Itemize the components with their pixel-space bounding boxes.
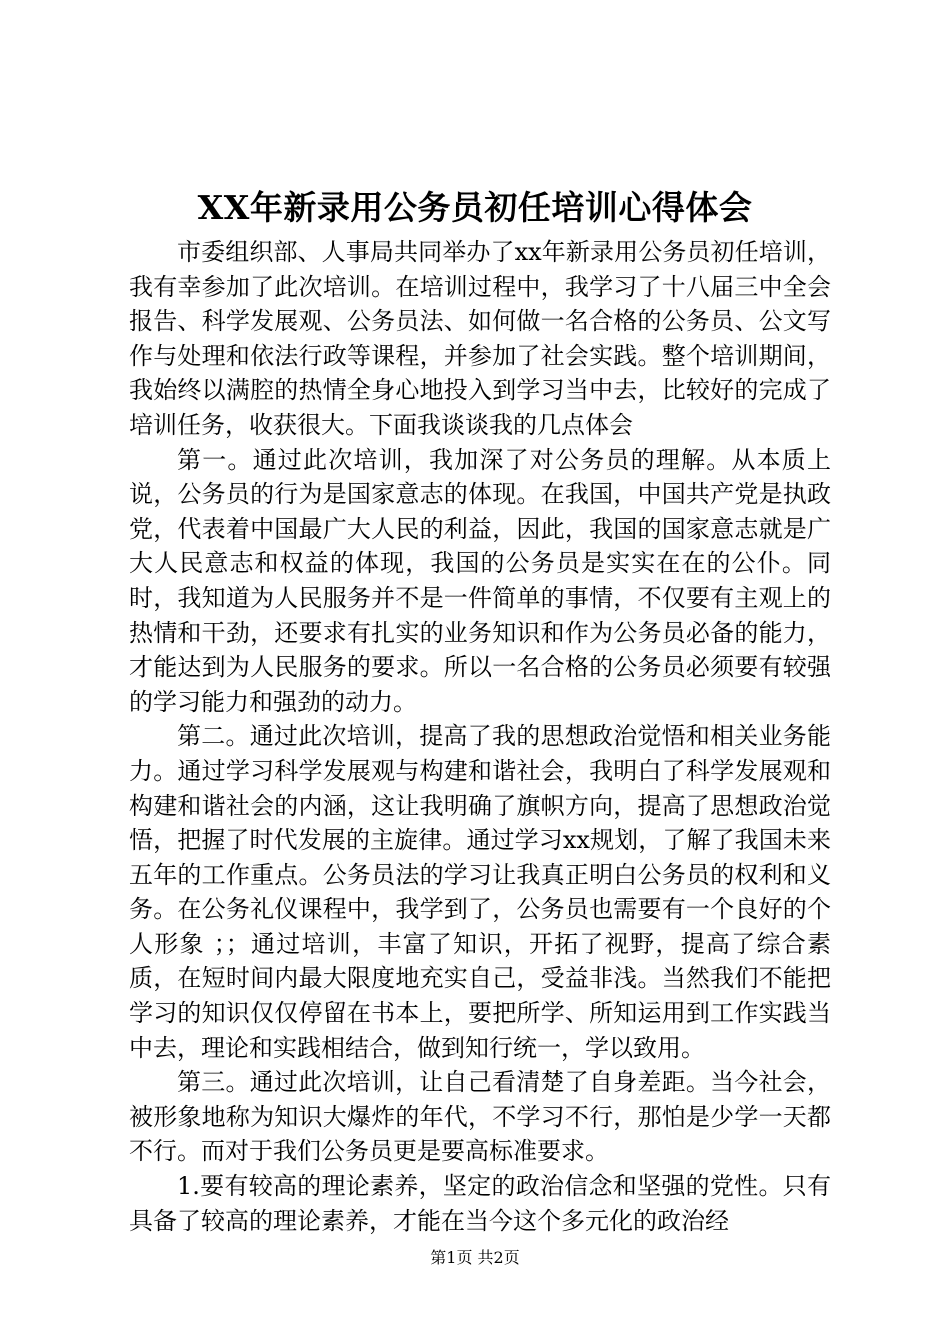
paragraph: 市委组织部、人事局共同举办了xx年新录用公务员初任培训，我有幸参加了此次培训。在培训过程中，我学习了十八届三中全会报告、科学发展观、公务员法、如何做一名合格的公务员、公文写作与处理和依法行政等课程，并参加了社会实践。整个培训期间，我始终以满腔的热情全身心地投入到学习当中去，比较好的完成了培训任务，收获很大。下面我谈谈我的几点体会 xyxy=(129,238,831,439)
document-body xyxy=(129,235,831,1238)
paragraph: 第二。通过此次培训，提高了我的思想政治觉悟和相关业务能力。通过学习科学发展观与构建和谐社会，我明白了科学发展观和构建和谐社会的内涵，这让我明确了旗帜方向，提高了思想政治觉悟，把握了时代发展的主旋律。通过学习xx规划，了解了我国未来五年的工作重点。公务员法的学习让我真正明白公务员的权利和义务。在公务礼仪课程中，我学到了，公务员也需要有一个良好的个人形象 ；；通过培训，丰富了知识，开拓了视野，提高了综合素质，在短时间内最大限度地充实自己，受益非浅。当然我们不能把学习的知识仅仅停留在书本上，要把所学、所知运用到工作实践当中去，理论和实践相结合，做到知行统一，学以致用。 xyxy=(129,722,831,1062)
paragraph: 第一。通过此次培训，我加深了对公务员的理解。从本质上说，公务员的行为是国家意志的体现。在我国，中国共产党是执政党，代表着中国最广大人民的利益，因此，我国的国家意志就是广大人民意志和权益的体现，我国的公务员是实实在在的公仆。同时，我知道为人民服务并不是一件简单的事情，不仅要有主观上的热情和干劲，还要求有扎实的业务知识和作为公务员必备的能力，才能达到为人民服务的要求。所以一名合格的公务员必须要有较强的学习能力和强劲的动力。 xyxy=(129,445,831,716)
document-title: XX年新录用公务员初任培训心得体会 xyxy=(197,188,753,227)
page-footer: 第1页 共2页 xyxy=(430,1248,520,1267)
paragraph: 第三。通过此次培训，让自己看清楚了自身差距。当今社会，被形象地称为知识大爆炸的年代，不学习不行，那怕是少学一天都不行。而对于我们公务员更是要高标准要求。 xyxy=(129,1068,831,1166)
paragraph: 1.要有较高的理论素养，坚定的政治信念和坚强的党性。只有具备了较高的理论素养，才能在当今这个多元化的政治经 xyxy=(129,1172,831,1235)
